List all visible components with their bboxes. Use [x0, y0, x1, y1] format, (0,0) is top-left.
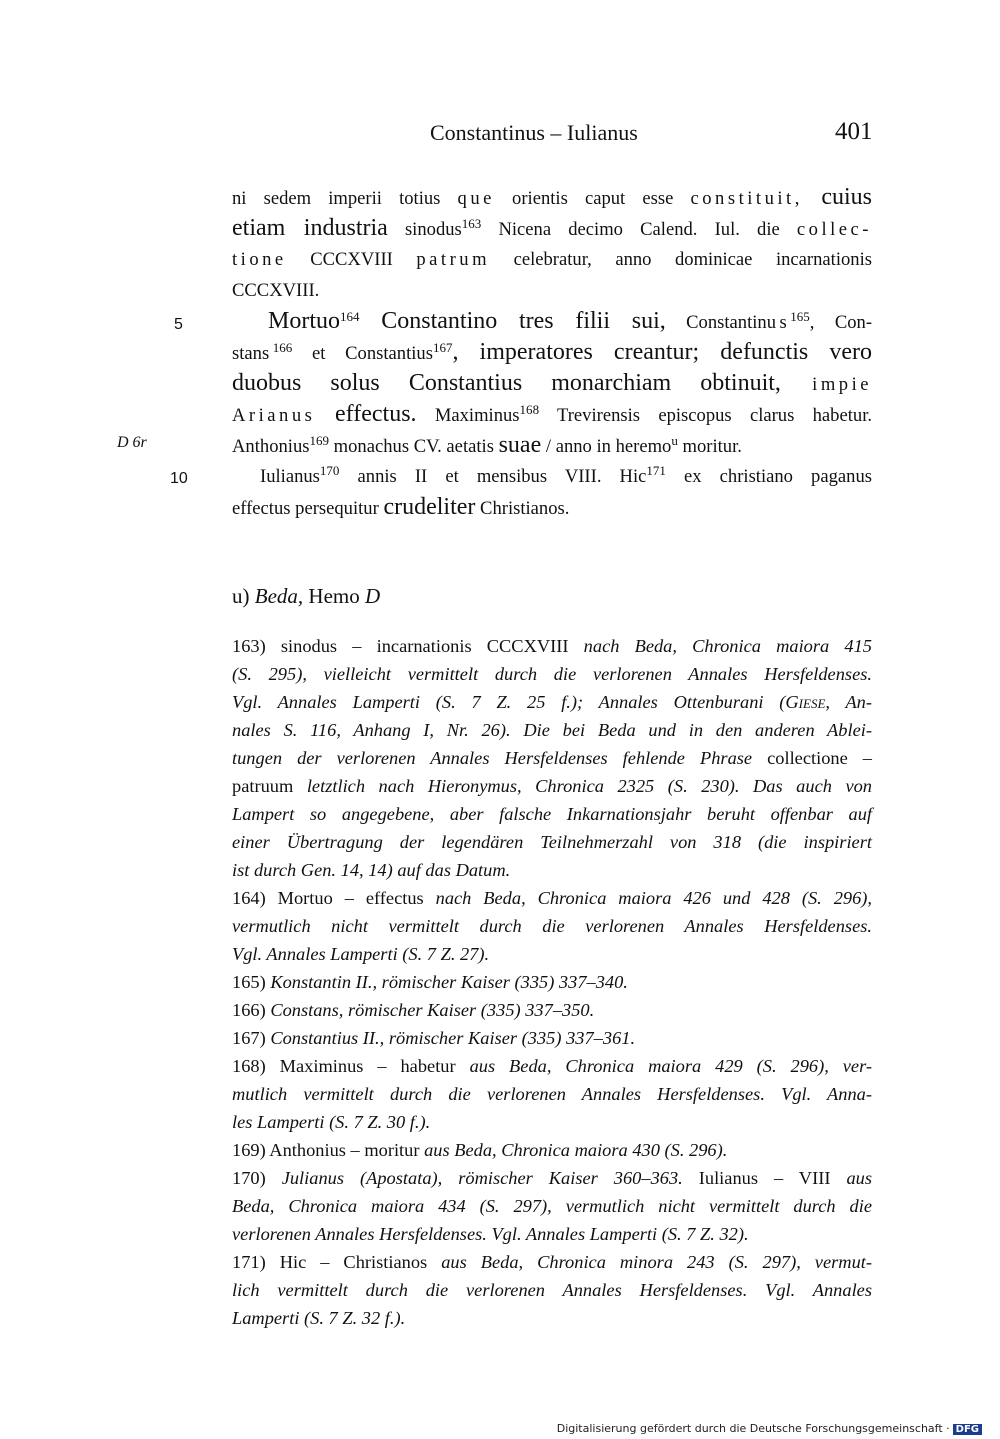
main-text — [232, 182, 872, 523]
note-163-line-2: (S. 295), vielleicht vermittelt durch die verlorenen Annales Hersfeldenses. — [232, 664, 872, 684]
footnotes — [232, 632, 872, 1332]
text-line-10: Iulianus$^{170}$ annis II et mensibus VIII. Hic$^{171}$ ex christiano paganus — [260, 462, 872, 487]
note-163-line-6: patruum letztlich nach Hieronymus, Chronica 2325 (S. 230). Das auch von — [232, 776, 872, 796]
note-166: 166) Constans, römischer Kaiser (335) 337–350. — [232, 1000, 595, 1020]
note-165: 165) Konstantin II., römischer Kaiser (335) 337–340. — [232, 972, 628, 992]
note-163-line-3: Vgl. Annales Lamperti (S. 7 Z. 25 f.); Annales Ottenburani (Giese, An- — [232, 692, 872, 712]
note-168-line-2: mutlich vermittelt durch die verlorenen Annales Hersfeldenses. Vgl. Anna- — [232, 1084, 872, 1104]
note-170-line-3: verlorenen Annales Hersfeldenses. Vgl. Annales Lamperti (S. 7 Z. 32). — [232, 1224, 749, 1244]
note-168-line-1: 168) Maximinus – habetur aus Beda, Chronica maiora 429 (S. 296), ver- — [232, 1056, 872, 1076]
text-line-7: duobus solus Constantius monarchiam obtinuit, impie — [232, 370, 872, 396]
note-163-line-9: ist durch Gen. 14, 14) auf das Datum. — [232, 860, 511, 880]
note-164-line-2: vermutlich nicht vermittelt durch die verlorenen Annales Hersfeldenses. — [232, 916, 872, 936]
text-line-6: stans$^{166}$ et Constantius$^{167}$, imperatores creantur; defunctis vero — [232, 339, 872, 365]
text-line-8: Arianus effectus. Maximinus$^{168}$ Trevirensis episcopus clarus habetur. — [232, 401, 873, 427]
critical-apparatus: u) Beda, Hemo D — [232, 584, 381, 608]
note-169: 169) Anthonius – moritur aus Beda, Chronica maiora 430 (S. 296). — [232, 1140, 728, 1160]
running-title: Constantinus – Iulianus — [430, 120, 638, 145]
margin-line-number-5: 5 — [174, 316, 183, 333]
note-167: 167) Constantius II., römischer Kaiser (335) 337–361. — [232, 1028, 636, 1048]
text-line-9: Anthonius$^{169}$ monachus CV. aetatis suae / anno in heremo$^u$ moritur. — [232, 432, 742, 458]
digitization-credit: Digitalisierung gefördert durch die Deutsche Forschungsgemeinschaft · DFG — [557, 1422, 982, 1435]
margin-manuscript-sigle: D 6r — [117, 434, 147, 451]
text-line-5: Mortuo$^{164}$ Constantino tres filii sui, Constantinus$^{165}$, Con- — [268, 308, 873, 334]
text-line-1: ni sedem imperii totius que orientis caput esse constituit, cuius — [232, 184, 872, 210]
text-line-4: CCCXVIII. — [232, 280, 320, 301]
note-163-line-5: tungen der verlorenen Annales Hersfeldenses fehlende Phrase collectione – — [232, 748, 872, 768]
text-line-11: effectus persequitur crudeliter Christianos. — [232, 494, 570, 520]
note-164-line-1: 164) Mortuo – effectus nach Beda, Chronica maiora 426 und 428 (S. 296), — [232, 888, 873, 908]
note-163-line-4: nales S. 116, Anhang I, Nr. 26). Die bei Beda und in den anderen Ablei- — [232, 720, 872, 740]
note-170-line-2: Beda, Chronica maiora 434 (S. 297), vermutlich nicht vermittelt durch die — [232, 1196, 872, 1216]
text-line-3: tione CCCXVIII patrum celebratur, anno dominicae incarnationis — [232, 249, 872, 270]
note-164-line-3: Vgl. Annales Lamperti (S. 7 Z. 27). — [232, 944, 490, 964]
note-163-line-7: Lampert so angegebene, aber falsche Inkarnationsjahr beruht offenbar auf — [232, 804, 872, 824]
margin-line-number-10: 10 — [170, 470, 188, 487]
dfg-logo: DFG — [953, 1424, 982, 1435]
note-170-line-1: 170) Julianus (Apostata), römischer Kaiser 360–363. Iulianus – VIII aus — [232, 1168, 873, 1188]
note-163-line-8: einer Übertragung der legendären Teilnehmerzahl von 318 (die inspiriert — [232, 832, 872, 852]
note-168-line-3: les Lamperti (S. 7 Z. 30 f.). — [232, 1112, 431, 1132]
note-171-line-3: Lamperti (S. 7 Z. 32 f.). — [232, 1308, 406, 1328]
note-163-line-1: 163) sinodus – incarnationis CCCXVIII nach Beda, Chronica maiora 415 — [232, 636, 872, 656]
page-number: 401 — [835, 118, 873, 145]
text-line-2: etiam industria sinodus$^{163}$ Nicena decimo Calend. Iul. die collec- — [232, 215, 872, 241]
note-171-line-2: lich vermittelt durch die verlorenen Annales Hersfeldenses. Vgl. Annales — [232, 1280, 872, 1300]
note-171-line-1: 171) Hic – Christianos aus Beda, Chronica minora 243 (S. 297), vermut- — [232, 1252, 872, 1272]
